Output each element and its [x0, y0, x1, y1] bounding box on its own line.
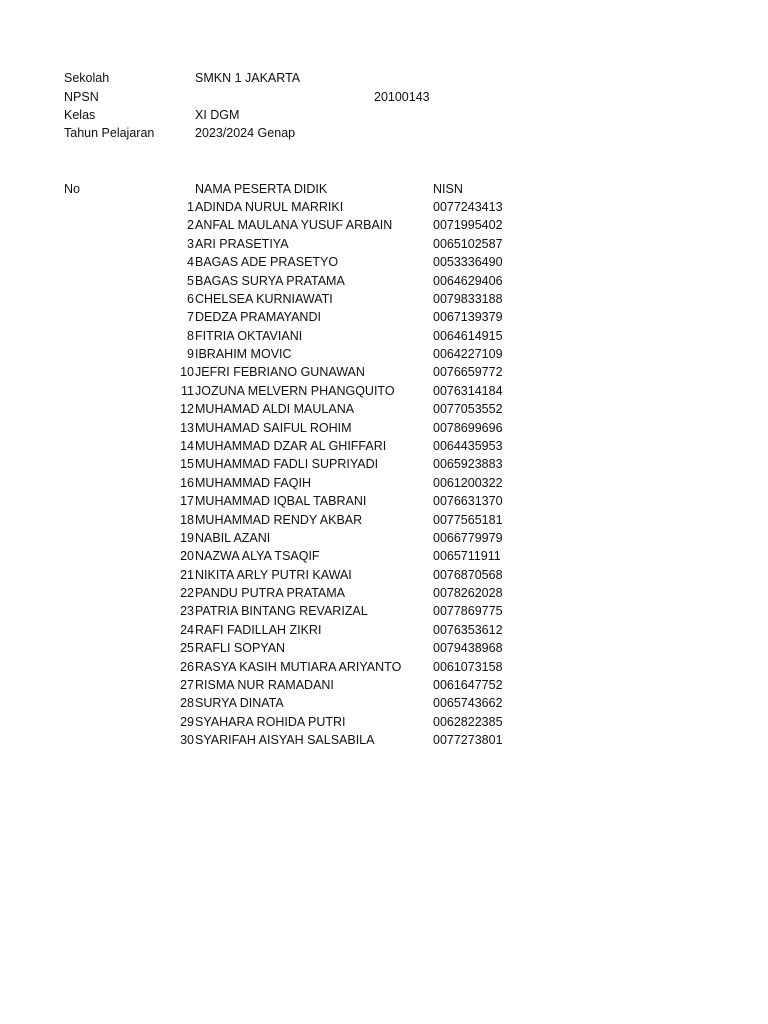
student-nisn: 0064435953 [433, 438, 503, 453]
student-nisn: 0065923883 [433, 457, 503, 472]
student-name: CHELSEA KURNIAWATI [195, 291, 333, 306]
student-nisn: 0076870568 [433, 567, 503, 582]
student-name: SURYA DINATA [195, 696, 284, 711]
row-number: 27 [180, 677, 194, 692]
row-number: 7 [187, 310, 194, 325]
student-name: RASYA KASIH MUTIARA ARIYANTO [195, 659, 402, 674]
student-name: RISMA NUR RAMADANI [195, 677, 334, 692]
table-row [0, 512, 768, 530]
row-number: 15 [180, 457, 194, 472]
student-name: FITRIA OKTAVIANI [195, 328, 303, 343]
row-number: 9 [187, 347, 194, 361]
student-nisn: 0064614915 [433, 328, 503, 343]
student-nisn: 0064629406 [433, 273, 503, 288]
table-row [0, 217, 768, 235]
table-row [0, 236, 768, 254]
student-name: ANFAL MAULANA YUSUF ARBAIN [195, 218, 393, 233]
table-row [0, 567, 768, 585]
student-name: SYARIFAH AISYAH SALSABILA [195, 733, 375, 747]
student-nisn: 0062822385 [433, 714, 503, 729]
student-nisn: 0078262028 [433, 586, 503, 600]
student-name: MUHAMMAD FADLI SUPRIYADI [195, 457, 379, 472]
student-name: NABIL AZANI [195, 530, 271, 545]
table-row [0, 456, 768, 474]
row-number: 3 [187, 236, 194, 251]
school-value: SMKN 1 JAKARTA [195, 71, 301, 85]
student-name: RAFI FADILLAH ZIKRI [195, 622, 322, 637]
row-number: 14 [180, 438, 194, 453]
student-nisn: 0064227109 [433, 347, 503, 361]
student-nisn: 0076314184 [433, 383, 503, 398]
table-row [0, 273, 768, 291]
student-name: BAGAS ADE PRASETYO [195, 255, 339, 270]
column-header-name: NAMA PESERTA DIDIK [195, 182, 328, 196]
table-row [0, 383, 768, 401]
student-nisn: 0061073158 [433, 659, 503, 674]
student-name: ADINDA NURUL MARRIKI [195, 200, 344, 214]
table-row [0, 585, 768, 603]
row-number: 21 [180, 567, 194, 582]
row-number: 29 [180, 714, 194, 729]
row-number: 8 [187, 328, 194, 343]
row-number: 13 [180, 420, 194, 435]
student-nisn: 0077053552 [433, 402, 503, 417]
class-value: XI DGM [195, 108, 240, 122]
row-number: 6 [187, 291, 194, 306]
student-nisn: 0065743662 [433, 696, 503, 711]
table-row [0, 475, 768, 493]
table-row [0, 530, 768, 548]
row-number: 22 [180, 586, 194, 600]
student-name: RAFLI SOPYAN [195, 641, 286, 656]
academic-year-value: 2023/2024 Genap [195, 126, 296, 140]
table-row [0, 291, 768, 309]
npsn-value: 20100143 [374, 90, 430, 104]
table-row [0, 420, 768, 438]
student-name: PATRIA BINTANG REVARIZAL [195, 604, 368, 619]
row-number: 26 [180, 659, 194, 674]
table-row [0, 548, 768, 566]
column-header-no: No [64, 182, 80, 196]
table-row [0, 328, 768, 346]
table-row [0, 254, 768, 272]
row-number: 28 [180, 696, 194, 711]
academic-year-label: Tahun Pelajaran [64, 126, 155, 140]
row-number: 10 [180, 365, 194, 380]
table-row [0, 659, 768, 677]
student-name: BAGAS SURYA PRATAMA [195, 273, 345, 288]
student-name: JEFRI FEBRIANO GUNAWAN [195, 365, 365, 380]
table-row [0, 677, 768, 695]
student-nisn: 0071995402 [433, 218, 503, 233]
school-label: Sekolah [64, 71, 110, 85]
student-name: MUHAMAD SAIFUL ROHIM [195, 420, 352, 435]
row-number: 4 [187, 255, 194, 270]
student-name: MUHAMMAD IQBAL TABRANI [195, 494, 367, 509]
row-number: 16 [180, 475, 194, 490]
student-nisn: 0079438968 [433, 641, 503, 656]
table-row [0, 640, 768, 658]
student-name: PANDU PUTRA PRATAMA [195, 586, 346, 600]
row-number: 5 [187, 273, 194, 288]
row-number: 2 [187, 218, 194, 233]
row-number: 19 [180, 530, 194, 545]
row-number: 1 [187, 200, 194, 214]
row-number: 20 [180, 549, 194, 564]
student-nisn: 0079833188 [433, 291, 503, 306]
table-row [0, 364, 768, 382]
row-number: 18 [180, 512, 194, 527]
student-nisn: 0065102587 [433, 236, 503, 251]
student-name: IBRAHIM MOVIC [195, 347, 292, 361]
student-nisn: 0077565181 [433, 512, 503, 527]
row-number: 30 [180, 733, 194, 747]
table-row [0, 603, 768, 621]
row-number: 11 [181, 383, 194, 398]
student-name: MUHAMMAD DZAR AL GHIFFARI [195, 438, 387, 453]
student-nisn: 0061647752 [433, 677, 503, 692]
table-row [0, 714, 768, 732]
student-name: NIKITA ARLY PUTRI KAWAI [195, 567, 352, 582]
table-row [0, 695, 768, 713]
student-nisn: 0066779979 [433, 530, 503, 545]
student-nisn: 0077273801 [433, 733, 503, 747]
table-row [0, 438, 768, 456]
student-nisn: 0077243413 [433, 200, 503, 214]
student-name: JOZUNA MELVERN PHANGQUITO [195, 383, 395, 398]
student-name: NAZWA ALYA TSAQIF [195, 549, 320, 564]
table-row [0, 401, 768, 419]
row-number: 24 [180, 622, 194, 637]
student-name: MUHAMAD ALDI MAULANA [195, 402, 355, 417]
student-nisn: 0076353612 [433, 622, 503, 637]
student-nisn: 0061200322 [433, 475, 503, 490]
student-nisn: 0065711911 [433, 549, 501, 564]
column-header-nisn: NISN [433, 182, 463, 196]
student-nisn: 0078699696 [433, 420, 503, 435]
table-row [0, 346, 768, 364]
npsn-label: NPSN [64, 90, 99, 104]
student-name: MUHAMMAD FAQIH [195, 475, 311, 490]
row-number: 12 [180, 402, 194, 417]
table-row [0, 493, 768, 511]
table-row [0, 199, 768, 217]
table-row [0, 622, 768, 640]
student-name: DEDZA PRAMAYANDI [195, 310, 321, 325]
student-nisn: 0076659772 [433, 365, 503, 380]
student-nisn: 0077869775 [433, 604, 503, 619]
row-number: 23 [180, 604, 194, 619]
student-name: ARI PRASETIYA [195, 236, 289, 251]
table-row [0, 732, 768, 750]
student-nisn: 0067139379 [433, 310, 503, 325]
class-label: Kelas [64, 108, 96, 122]
table-row [0, 309, 768, 327]
row-number: 25 [180, 641, 194, 656]
student-name: SYAHARA ROHIDA PUTRI [195, 714, 346, 729]
student-nisn: 0076631370 [433, 494, 503, 509]
student-nisn: 0053336490 [433, 255, 503, 270]
student-name: MUHAMMAD RENDY AKBAR [195, 512, 363, 527]
row-number: 17 [180, 494, 194, 509]
